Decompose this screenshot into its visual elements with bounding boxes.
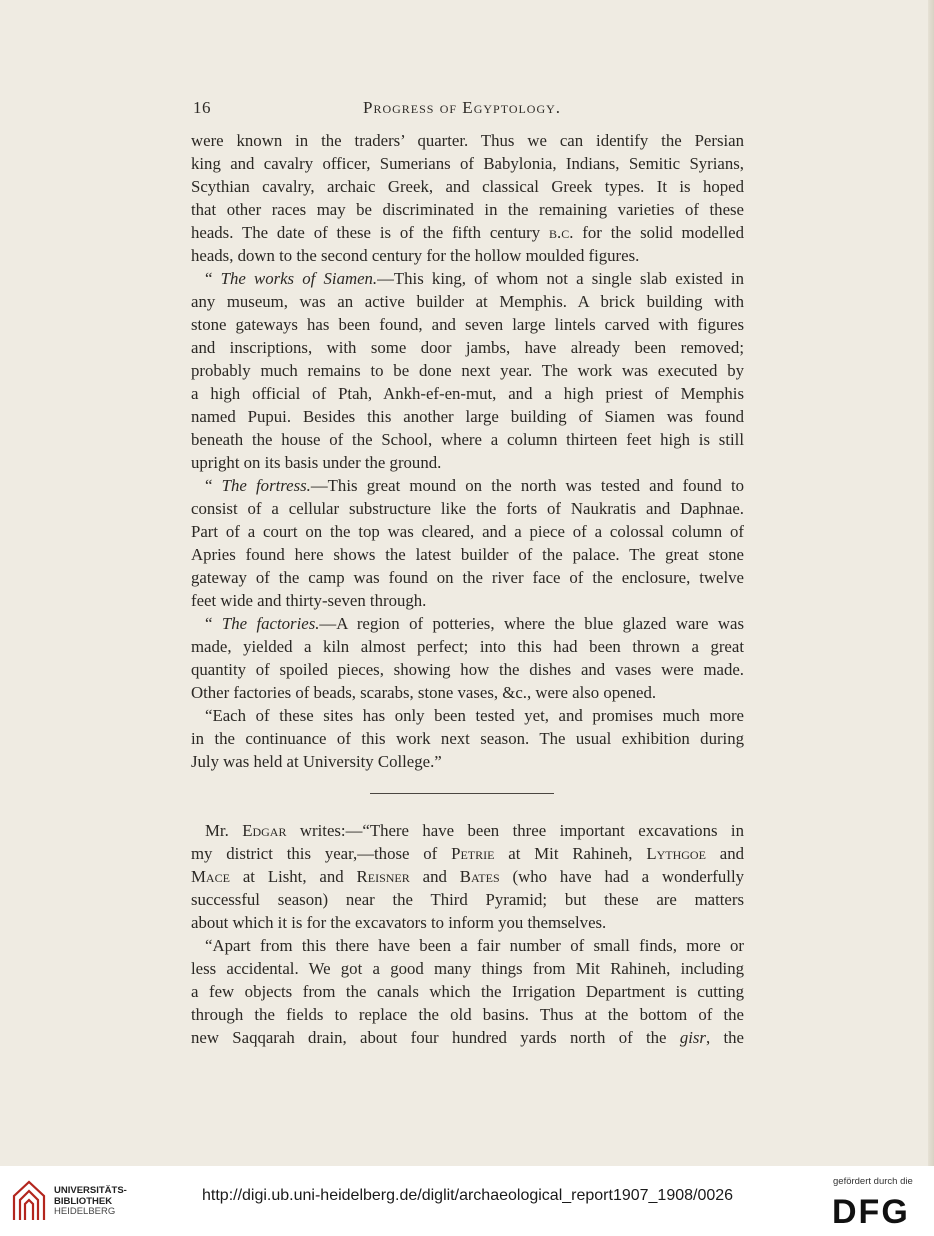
text-line bbox=[191, 865, 744, 888]
page-header bbox=[193, 98, 743, 120]
text-line: successful season) near the Third Pyramid; but these are matters bbox=[191, 890, 744, 909]
source-url-link[interactable]: http://digi.ub.uni-heidelberg.de/diglit/archaeological_report1907_1908/0026 bbox=[202, 1187, 734, 1204]
text-line: a high official of Ptah, Ankh-ef-en-mut, and a high priest of Memphis bbox=[191, 384, 744, 403]
era-abbreviation: b.c. bbox=[549, 223, 574, 242]
text-line: named Pupui. Besides this another large building of Siamen was found bbox=[191, 407, 744, 426]
text-line: a few objects from the canals which the Irrigation Department is cutting bbox=[191, 982, 744, 1001]
library-name-line: HEIDELBERG bbox=[54, 1206, 116, 1217]
text-line bbox=[191, 474, 744, 497]
text-fragment: , the bbox=[705, 1028, 744, 1047]
library-name-line: BIBLIOTHEK bbox=[54, 1195, 113, 1207]
text-line: July was held at University College.” bbox=[191, 752, 442, 771]
text-fragment: Mr. bbox=[205, 821, 229, 840]
text-fragment: at Lisht, and bbox=[229, 867, 357, 886]
text-fragment: new Saqqarah drain, about four hundred yards north of the bbox=[191, 1028, 667, 1047]
library-name-line: UNIVERSITÄTS- bbox=[54, 1185, 127, 1196]
text-line: less accidental. We got a good many things from Mit Rahineh, including bbox=[191, 959, 744, 978]
text-line: Other factories of beads, scarabs, stone vases, &c., were also opened. bbox=[191, 683, 657, 702]
text-line: upright on its basis under the ground. bbox=[191, 453, 442, 472]
open-quote: “ bbox=[205, 614, 213, 633]
text-line: king and cavalry officer, Sumerians of Babylonia, Indians, Semitic Syrians, bbox=[191, 154, 744, 173]
text-line: stone gateways has been found, and seven large lintels carved with figures bbox=[191, 315, 744, 334]
text-line bbox=[191, 842, 744, 865]
text-line: about which it is for the excavators to inform you themselves. bbox=[191, 913, 607, 932]
name-lythgoe: Lythgoe bbox=[646, 844, 706, 863]
section-title-siamen: The works of Siamen. bbox=[220, 269, 378, 288]
text-fragment: for the solid modelled bbox=[573, 223, 744, 242]
term-gisr: gisr bbox=[679, 1028, 706, 1047]
text-line: in the continuance of this work next season. The usual exhibition during bbox=[191, 729, 744, 748]
name-mace: Mace bbox=[191, 867, 230, 886]
text-fragment: —This king, of whom not a single slab existed in bbox=[377, 269, 744, 288]
section-gap bbox=[191, 773, 744, 819]
text-line: made, yielded a kiln almost perfect; into this had been thrown a great bbox=[191, 637, 744, 656]
text-fragment: my district this year,—those of bbox=[191, 844, 438, 863]
text-line bbox=[191, 221, 744, 244]
name-petrie: Petrie bbox=[451, 844, 495, 863]
text-line: Scythian cavalry, archaic Greek, and classical Greek types. It is hoped bbox=[191, 177, 744, 196]
open-quote: “ bbox=[205, 269, 213, 288]
text-fragment: heads. The date of these is of the fifth century bbox=[191, 223, 541, 242]
section-title-factories: The factories. bbox=[221, 614, 320, 633]
text-line bbox=[191, 267, 744, 290]
body-text bbox=[191, 129, 744, 1049]
text-line: “Apart from this there have been a fair number of small finds, more or bbox=[205, 936, 744, 955]
library-name bbox=[54, 1186, 127, 1218]
text-line: beneath the house of the School, where a column thirteen feet high is still bbox=[191, 430, 744, 449]
funded-by-label: gefördert durch die bbox=[833, 1176, 913, 1187]
text-line: feet wide and thirty-seven through. bbox=[191, 591, 427, 610]
text-line: any museum, was an active builder at Memphis. A brick building with bbox=[191, 292, 744, 311]
text-line: Apries found here shows the latest builder of the palace. The great stone bbox=[191, 545, 744, 564]
text-fragment: (who have had a wonderfully bbox=[499, 867, 745, 886]
text-line: through the fields to replace the old basins. Thus at the bottom of the bbox=[191, 1005, 744, 1024]
section-title-fortress: The fortress. bbox=[221, 476, 311, 495]
open-quote: “ bbox=[205, 476, 213, 495]
name-reisner: Reisner bbox=[356, 867, 410, 886]
text-fragment: —This great mound on the north was tested and found to bbox=[310, 476, 744, 495]
name-bates: Bates bbox=[459, 867, 500, 886]
running-title: Progress of Egyptology. bbox=[363, 98, 562, 117]
text-fragment: —A region of potteries, where the blue glazed ware was bbox=[319, 614, 744, 633]
text-line bbox=[191, 612, 744, 635]
text-line: “Each of these sites has only been tested yet, and promises much more bbox=[205, 706, 744, 725]
author-name-edgar: Edgar bbox=[242, 821, 287, 840]
text-fragment: and bbox=[705, 844, 744, 863]
text-line: Part of a court on the top was cleared, and a piece of a colossal column of bbox=[191, 522, 744, 541]
text-line: consist of a cellular substructure like the forts of Naukratis and Daphnae. bbox=[191, 499, 744, 518]
university-library-logo[interactable] bbox=[10, 1176, 48, 1224]
text-line: were known in the traders’ quarter. Thus we can identify the Persian bbox=[191, 131, 744, 150]
page-edge-shadow bbox=[928, 0, 934, 1166]
text-line bbox=[191, 1026, 744, 1049]
text-line: heads, down to the second century for the hollow moulded figures. bbox=[191, 246, 640, 265]
text-line: probably much remains to be done next year. The work was executed by bbox=[191, 361, 744, 380]
page-number: 16 bbox=[193, 98, 211, 117]
text-line: gateway of the camp was found on the river face of the enclosure, twelve bbox=[191, 568, 744, 587]
text-line: that other races may be discriminated in the remaining varieties of these bbox=[191, 200, 744, 219]
dfg-logo[interactable]: DFG bbox=[832, 1193, 910, 1231]
text-line bbox=[191, 819, 744, 842]
text-line: quantity of spoiled pieces, showing how the dishes and vases were made. bbox=[191, 660, 744, 679]
text-line: and inscriptions, with some door jambs, have already been removed; bbox=[191, 338, 744, 357]
text-fragment: writes:—“There have been three important excavations in bbox=[286, 821, 744, 840]
text-fragment: and bbox=[409, 867, 460, 886]
text-fragment: at Mit Rahineh, bbox=[494, 844, 647, 863]
section-divider bbox=[370, 793, 554, 794]
